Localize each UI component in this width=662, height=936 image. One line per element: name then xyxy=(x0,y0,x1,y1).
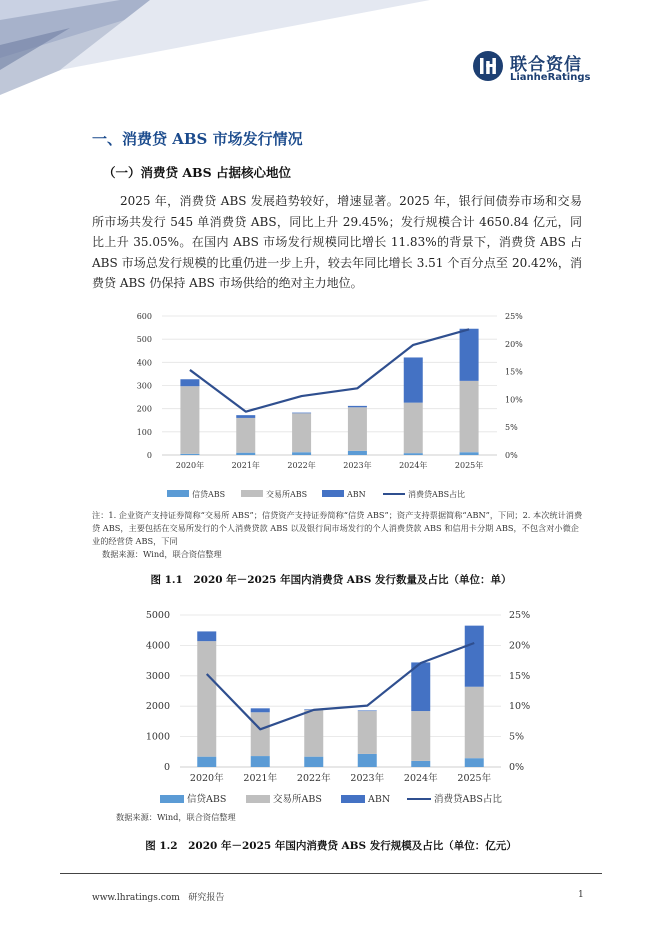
y2-tick-label: 10% xyxy=(505,395,523,405)
subsection-title: （一）消费贷 ABS 占据核心地位 xyxy=(103,165,291,180)
bar-exchange xyxy=(197,641,216,757)
figure-caption-2: 图 1.2 2020 年－2025 年国内消费贷 ABS 发行规模及占比（单位：亿元） xyxy=(145,840,517,852)
legend-swatch xyxy=(246,795,270,803)
x-tick-label: 2020年 xyxy=(189,773,224,784)
y-tick-label: 2000 xyxy=(145,701,170,713)
y2-tick-label: 5% xyxy=(509,731,525,743)
bar-exchange xyxy=(348,407,367,451)
legend-label: 信贷ABS xyxy=(192,490,226,499)
legend-label: 信贷ABS xyxy=(187,794,227,805)
y2-tick-label: 15% xyxy=(509,670,531,682)
bar-exchange xyxy=(460,381,479,452)
legend-label: 交易所ABS xyxy=(273,794,322,805)
bar-exchange xyxy=(180,386,199,454)
bar-credit xyxy=(251,756,270,767)
y-tick-label: 400 xyxy=(136,358,152,368)
bar-credit xyxy=(348,451,367,455)
bar-abn xyxy=(348,406,367,407)
bar-credit xyxy=(236,453,255,455)
legend-label: 消费贷ABS占比 xyxy=(408,490,466,499)
x-tick-label: 2020年 xyxy=(175,461,205,470)
x-tick-label: 2024年 xyxy=(403,773,438,784)
y2-tick-label: 20% xyxy=(509,640,531,652)
y-tick-label: 200 xyxy=(136,404,152,414)
x-tick-label: 2022年 xyxy=(287,461,316,470)
bar-abn xyxy=(465,626,484,687)
note-text: 注：1. 企业资产支持证券简称“交易所 ABS”；信贷资产支持证券简称“信贷 ABS”；资产支持票据简称“ABN”，下同；2. 本次统计消费贷 ABS，主要包括在交易所发行的个人消费贷款 ABS 以及银行间市场发行的个人消费贷款 ABS 和信用卡分期 ABS，不包含对小微企业的经营贷 ABS，下同 xyxy=(92,510,583,546)
footer-divider xyxy=(60,873,602,874)
bar-credit xyxy=(460,452,479,455)
y-tick-label: 0 xyxy=(163,762,170,773)
logo-mark-icon xyxy=(472,50,504,82)
footer-site-link[interactable]: www.lhratings.com xyxy=(92,893,180,903)
bar-abn xyxy=(404,357,423,402)
y-tick-label: 3000 xyxy=(145,670,170,682)
y2-tick-label: 15% xyxy=(505,367,523,377)
legend-label: ABN xyxy=(368,794,391,805)
y2-tick-label: 0% xyxy=(505,451,518,460)
bar-exchange xyxy=(411,711,430,761)
bar-abn xyxy=(292,413,311,414)
bar-abn xyxy=(236,415,255,418)
y2-tick-label: 20% xyxy=(505,339,523,349)
bar-abn xyxy=(180,379,199,386)
bar-credit xyxy=(411,761,430,767)
y2-tick-label: 0% xyxy=(509,762,525,773)
y-tick-label: 500 xyxy=(136,335,152,345)
x-tick-label: 2024年 xyxy=(399,461,428,470)
bar-credit xyxy=(304,757,323,767)
figure-caption-1: 图 1.1 2020 年－2025 年国内消费贷 ABS 发行数量及占比（单位：单） xyxy=(150,574,512,586)
bar-exchange xyxy=(465,687,484,758)
bar-exchange xyxy=(358,711,377,754)
y2-tick-label: 25% xyxy=(509,610,531,621)
source-text-2: 数据来源：Wind，联合资信整理 xyxy=(116,812,236,822)
x-tick-label: 2021年 xyxy=(243,773,278,784)
legend-swatch xyxy=(167,490,189,497)
legend-label: ABN xyxy=(347,490,366,499)
body-paragraph: 2025 年，消费贷 ABS 发展趋势较好，增速显著。2025 年，银行间债券市场和交易所市场共发行 545 单消费贷 ABS，同比上升 29.45%；发行规模合计 4650.84 亿元，同比上升 35.05%。在国内 ABS 市场发行规模同比增长 11.83%的背景下，消费贷 ABS 占 ABS 市场总发行规模的比重仍进一步上升，较去年同比增长 3.51 个百分点至 20.42%，消费贷 ABS 仍保持 ABS 市场供给的绝对主力地位。 xyxy=(92,194,582,291)
legend-swatch xyxy=(160,795,184,803)
bar-exchange xyxy=(292,413,311,452)
y-tick-label: 5000 xyxy=(145,610,170,621)
chart-issuance-scale xyxy=(0,604,662,809)
footer-label: 研究报告 xyxy=(188,893,225,903)
section-title: 一、消费贷 ABS 市场发行情况 xyxy=(92,130,303,148)
source-text-1: 数据来源：Wind，联合资信整理 xyxy=(102,549,222,559)
y2-tick-label: 5% xyxy=(505,423,518,433)
bar-abn xyxy=(197,631,216,641)
x-tick-label: 2023年 xyxy=(343,461,372,470)
ratio-line xyxy=(207,643,475,729)
y-tick-label: 4000 xyxy=(145,640,170,652)
x-tick-label: 2025年 xyxy=(457,773,492,784)
page-number: 1 xyxy=(578,890,584,900)
x-tick-label: 2021年 xyxy=(231,461,260,470)
bar-credit xyxy=(197,757,216,767)
bar-abn xyxy=(460,329,479,381)
x-tick-label: 2022年 xyxy=(296,773,331,784)
legend-swatch xyxy=(341,795,365,803)
bar-credit xyxy=(465,758,484,767)
bar-credit xyxy=(358,754,377,767)
x-tick-label: 2025年 xyxy=(454,461,484,470)
bar-abn xyxy=(358,710,377,711)
y-tick-label: 300 xyxy=(136,381,152,391)
y2-tick-label: 25% xyxy=(505,312,523,321)
bar-credit xyxy=(404,453,423,455)
chart-notes xyxy=(92,509,587,561)
y-tick-label: 600 xyxy=(136,312,152,321)
bar-exchange xyxy=(251,712,270,756)
bar-exchange xyxy=(304,710,323,757)
chart-issuance-count xyxy=(0,306,662,506)
ratio-line xyxy=(190,329,469,411)
bar-exchange xyxy=(236,418,255,453)
y2-tick-label: 10% xyxy=(509,701,531,713)
legend-label: 交易所ABS xyxy=(266,490,308,499)
legend-swatch xyxy=(241,490,263,497)
footer-left xyxy=(92,890,224,903)
x-tick-label: 2023年 xyxy=(350,773,385,784)
legend-swatch xyxy=(322,490,344,497)
y-tick-label: 1000 xyxy=(145,731,170,743)
logo-en-text: LianheRatings xyxy=(510,72,591,83)
bar-abn xyxy=(251,708,270,712)
bar-exchange xyxy=(404,403,423,454)
y-tick-label: 0 xyxy=(146,451,152,460)
logo-cn-text: 联合资信 xyxy=(510,55,582,75)
bar-credit xyxy=(180,454,199,455)
legend-label: 消费贷ABS占比 xyxy=(434,794,502,805)
company-logo xyxy=(472,48,602,88)
bar-credit xyxy=(292,452,311,455)
y-tick-label: 100 xyxy=(136,427,152,437)
